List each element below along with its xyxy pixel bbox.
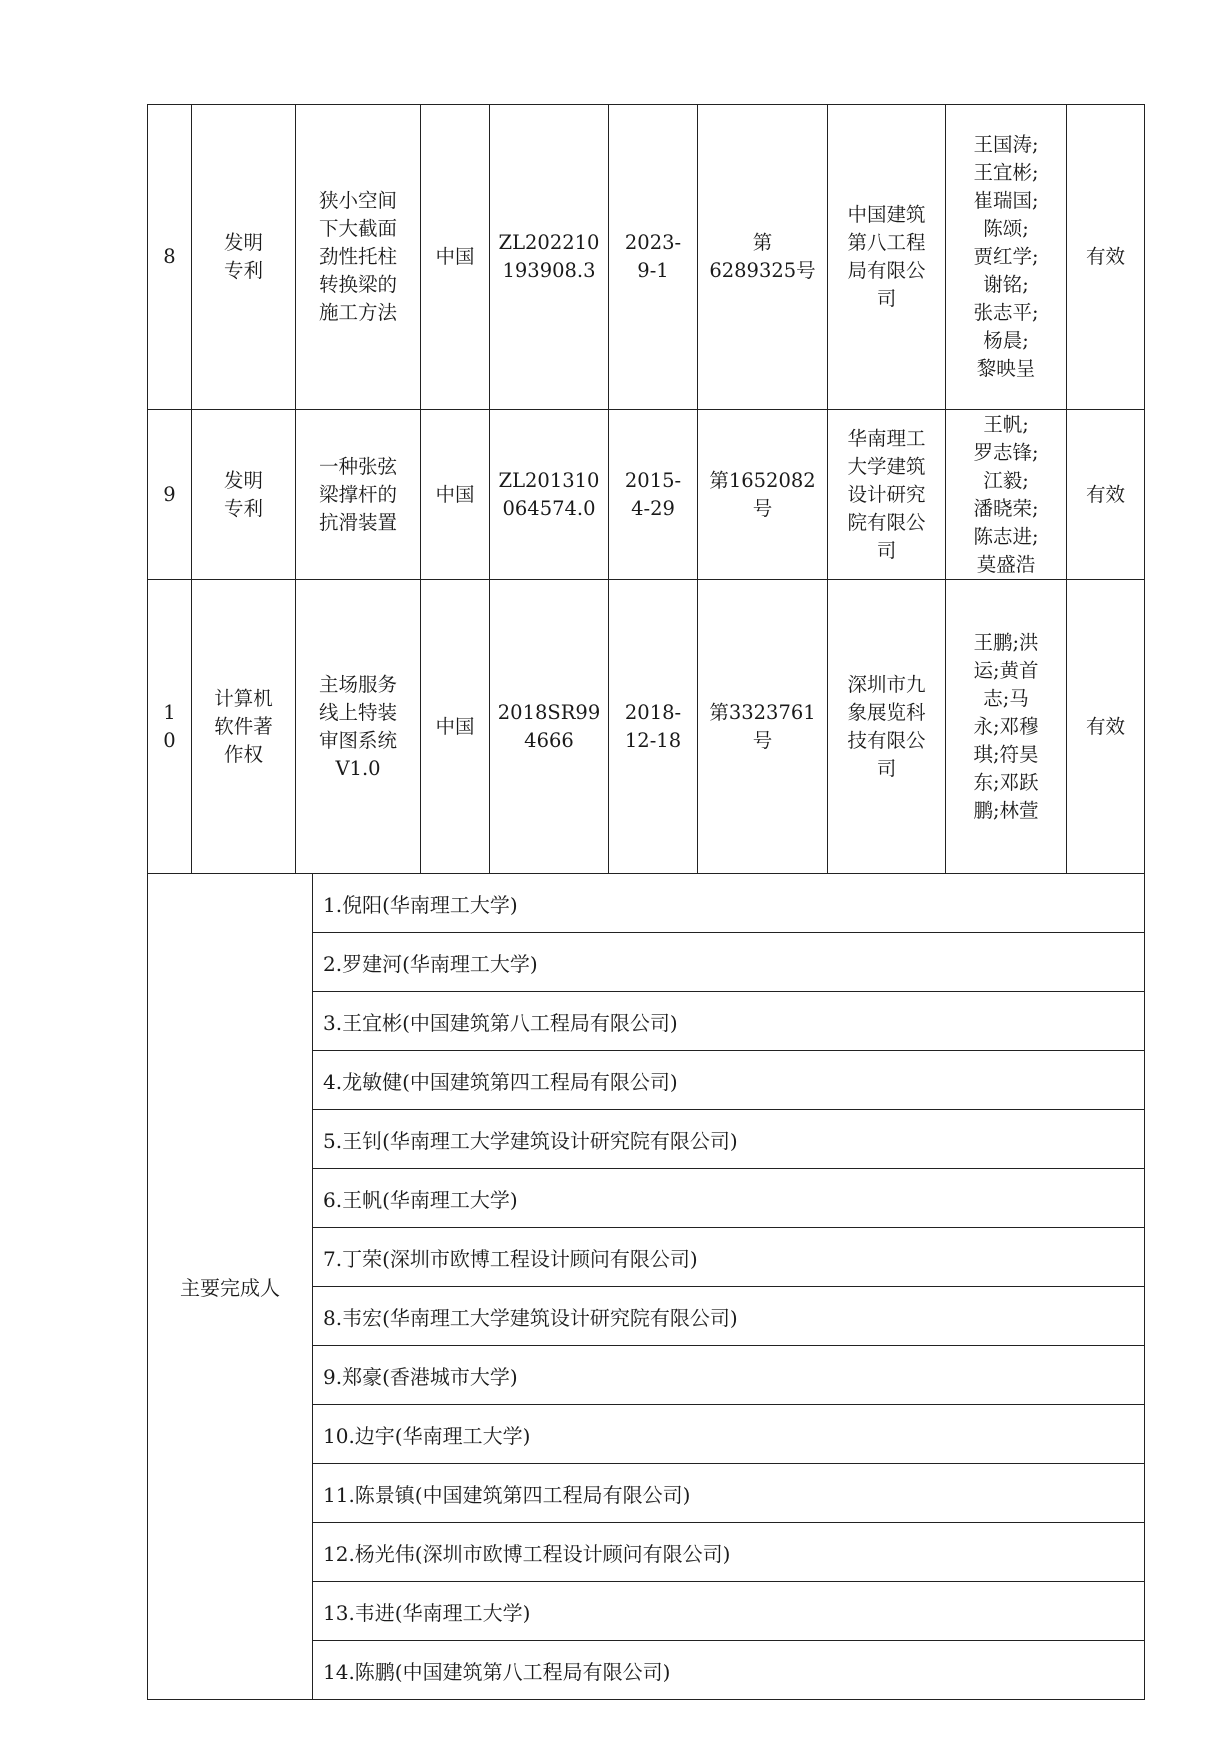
completer-item: 8.韦宏(华南理工大学建筑设计研究院有限公司) — [313, 1287, 1145, 1346]
inventors-cell: 王鹏;洪 运;黄首 志;马 永;邓穆 琪;符昊 东;邓跃 鹏;林萱 — [946, 580, 1067, 874]
completer-item: 5.王钊(华南理工大学建筑设计研究院有限公司) — [313, 1110, 1145, 1169]
cert-cell: 第1652082 号 — [698, 410, 828, 580]
table-row — [148, 105, 1145, 410]
completer-item: 14.陈鹏(中国建筑第八工程局有限公司) — [313, 1641, 1145, 1700]
country-cell: 中国 — [421, 105, 490, 410]
holder-cell: 中国建筑 第八工程 局有限公 司 — [828, 105, 946, 410]
type-cell: 计算机 软件著 作权 — [192, 580, 296, 874]
ip-table-body — [148, 105, 1145, 874]
cert-cell: 第 6289325号 — [698, 105, 828, 410]
completer-item: 3.王宜彬(中国建筑第八工程局有限公司) — [313, 992, 1145, 1051]
people-table-body — [148, 874, 1145, 1700]
number-cell: 2018SR99 4666 — [490, 580, 609, 874]
name-cell: 一种张弦 梁撑杆的 抗滑装置 — [296, 410, 421, 580]
row-index-cell: 1 0 — [148, 580, 192, 874]
inventors-cell: 王帆; 罗志锋; 江毅; 潘晓荣; 陈志进; 莫盛浩 — [946, 410, 1067, 580]
completer-item: 7.丁荣(深圳市欧博工程设计顾问有限公司) — [313, 1228, 1145, 1287]
date-cell: 2023- 9-1 — [609, 105, 698, 410]
name-cell: 狭小空间 下大截面 劲性托柱 转换梁的 施工方法 — [296, 105, 421, 410]
holder-cell: 深圳市九 象展览科 技有限公 司 — [828, 580, 946, 874]
completer-item: 11.陈景镇(中国建筑第四工程局有限公司) — [313, 1464, 1145, 1523]
date-cell: 2015- 4-29 — [609, 410, 698, 580]
completer-item: 10.边宇(华南理工大学) — [313, 1405, 1145, 1464]
completer-item: 9.郑豪(香港城市大学) — [313, 1346, 1145, 1405]
type-cell: 发明 专利 — [192, 105, 296, 410]
inventors-cell: 王国涛; 王宜彬; 崔瑞国; 陈颂; 贾红学; 谢铭; 张志平; 杨晨; 黎映呈 — [946, 105, 1067, 410]
status-cell: 有效 — [1067, 105, 1145, 410]
number-cell: ZL202210 193908.3 — [490, 105, 609, 410]
row-index-cell: 8 — [148, 105, 192, 410]
number-cell: ZL201310 064574.0 — [490, 410, 609, 580]
row-index-cell: 9 — [148, 410, 192, 580]
country-cell: 中国 — [421, 410, 490, 580]
date-cell: 2018- 12-18 — [609, 580, 698, 874]
completer-item: 6.王帆(华南理工大学) — [313, 1169, 1145, 1228]
completer-item: 12.杨光伟(深圳市欧博工程设计顾问有限公司) — [313, 1523, 1145, 1582]
status-cell: 有效 — [1067, 410, 1145, 580]
completer-item: 13.韦进(华南理工大学) — [313, 1582, 1145, 1641]
country-cell: 中国 — [421, 580, 490, 874]
cert-cell: 第3323761 号 — [698, 580, 828, 874]
ip-table — [147, 104, 1145, 874]
completer-item: 1.倪阳(华南理工大学) — [313, 874, 1145, 933]
type-cell: 发明 专利 — [192, 410, 296, 580]
table-row — [148, 580, 1145, 874]
table-row — [148, 410, 1145, 580]
status-cell: 有效 — [1067, 580, 1145, 874]
people-row — [148, 874, 1145, 933]
completer-item: 4.龙敏健(中国建筑第四工程局有限公司) — [313, 1051, 1145, 1110]
people-table — [147, 873, 1145, 1700]
completers-label: 主要完成人 — [148, 874, 313, 1700]
name-cell: 主场服务 线上特装 审图系统 V1.0 — [296, 580, 421, 874]
holder-cell: 华南理工 大学建筑 设计研究 院有限公 司 — [828, 410, 946, 580]
completer-item: 2.罗建河(华南理工大学) — [313, 933, 1145, 992]
